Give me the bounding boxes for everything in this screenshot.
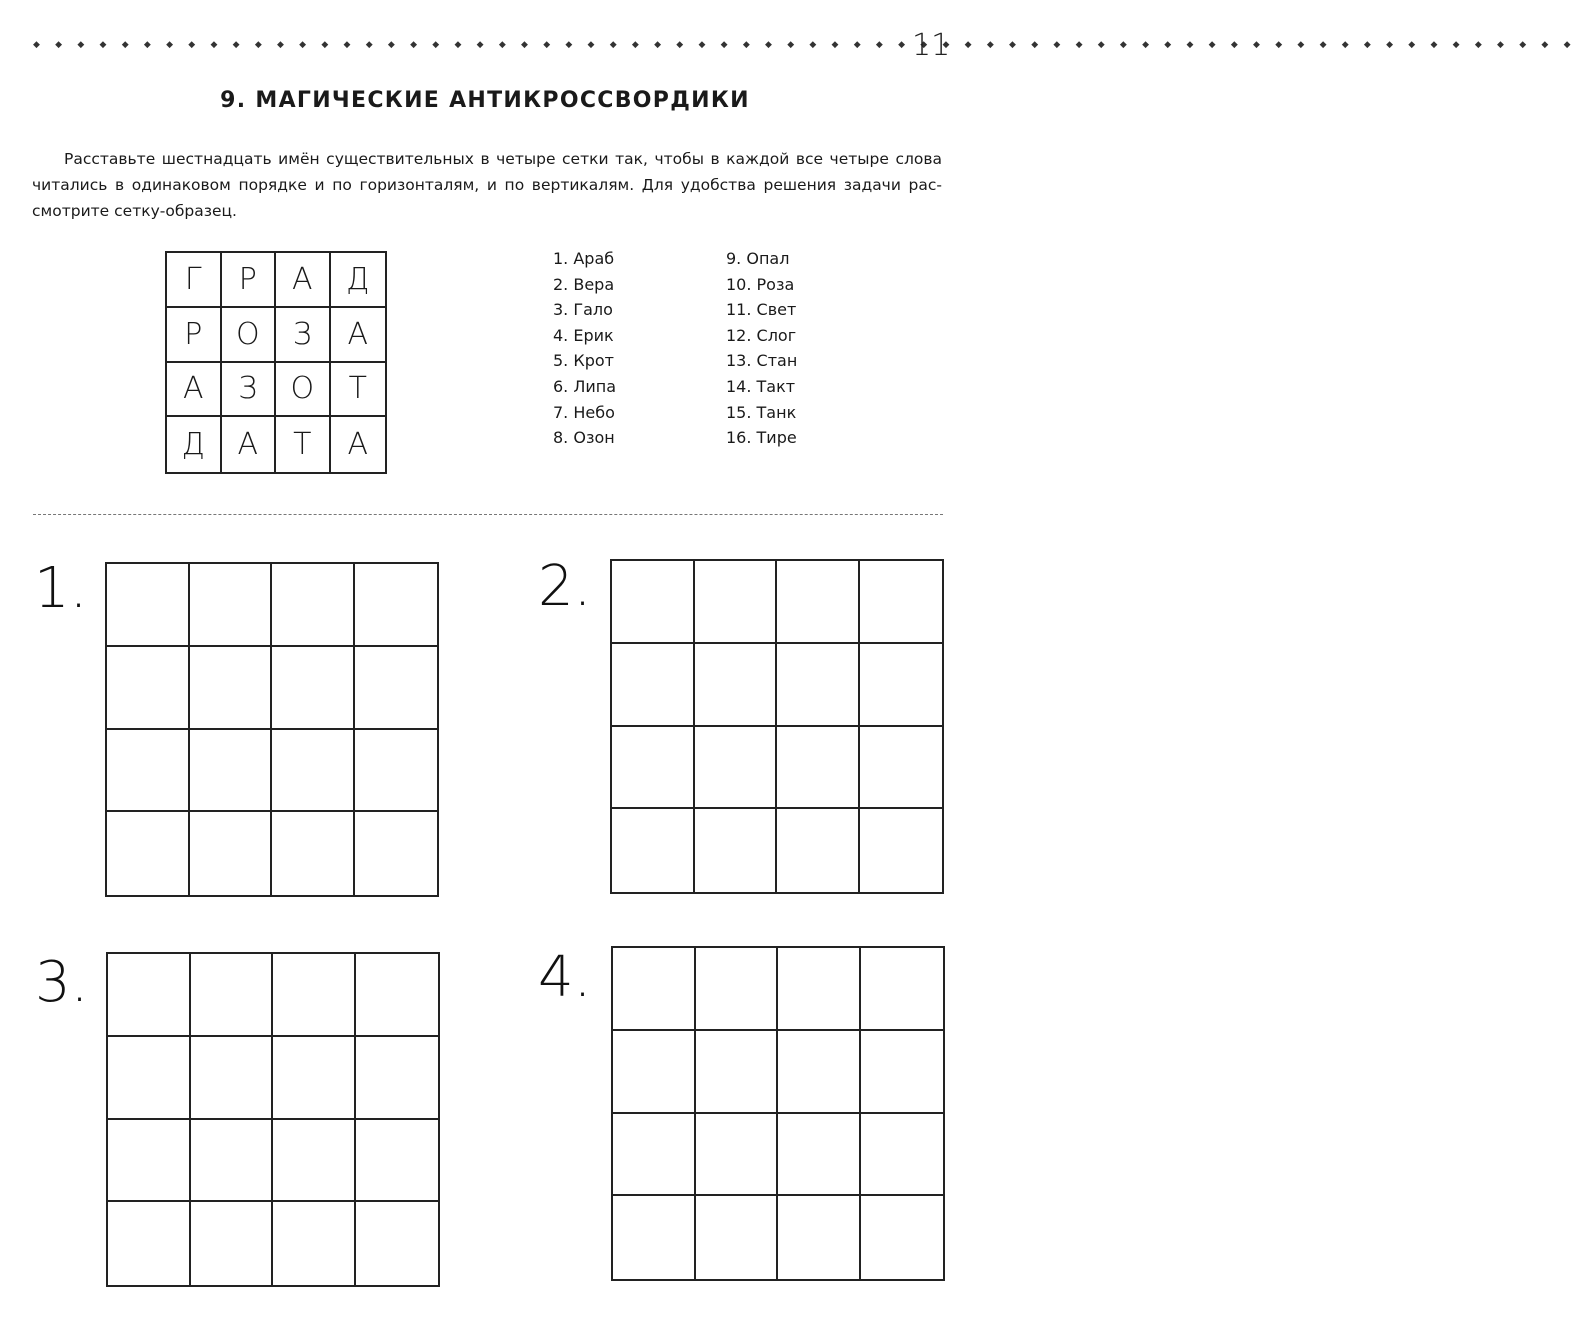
grid-cell[interactable]: [273, 1037, 356, 1120]
grid-cell[interactable]: [272, 730, 355, 813]
grid-cell[interactable]: [696, 1114, 779, 1197]
word-list-item: 14. Такт: [726, 376, 796, 396]
grid-cell[interactable]: [860, 644, 943, 727]
grid-cell[interactable]: [778, 1196, 861, 1279]
puzzle-label-2: 2.: [538, 554, 592, 619]
grid-cell[interactable]: [696, 1196, 779, 1279]
grid-cell[interactable]: [695, 561, 778, 644]
grid-cell[interactable]: [695, 644, 778, 727]
grid-cell[interactable]: [695, 809, 778, 892]
grid-cell[interactable]: [356, 1037, 439, 1120]
grid-cell[interactable]: [695, 727, 778, 810]
grid-cell[interactable]: [191, 1037, 274, 1120]
grid-cell[interactable]: [612, 561, 695, 644]
word-list-item: 3. Гало: [553, 300, 613, 320]
puzzle-label-4: 4.: [538, 945, 592, 1010]
grid-cell[interactable]: [861, 1196, 944, 1279]
grid-cell[interactable]: [778, 1114, 861, 1197]
puzzle-grid-3[interactable]: [106, 952, 440, 1287]
sample-cell: Р: [222, 253, 277, 308]
grid-cell[interactable]: [355, 812, 438, 895]
word-list-right: [726, 246, 797, 451]
sample-cell: А: [331, 308, 386, 363]
word-list-item: 15. Танк: [726, 402, 797, 422]
word-list-item: 8. Озон: [553, 428, 615, 448]
page-title: 9. МАГИЧЕСКИЕ АНТИКРОССВОРДИКИ: [220, 88, 750, 113]
puzzle-grid-1[interactable]: [105, 562, 439, 897]
word-list-item: 10. Роза: [726, 274, 795, 294]
grid-cell[interactable]: [860, 727, 943, 810]
word-list-item: 4. Ерик: [553, 325, 614, 345]
grid-cell[interactable]: [272, 647, 355, 730]
grid-cell[interactable]: [273, 954, 356, 1037]
grid-cell[interactable]: [612, 727, 695, 810]
sample-cell: А: [167, 363, 222, 418]
word-list-item: 2. Вера: [553, 274, 615, 294]
grid-cell[interactable]: [355, 564, 438, 647]
grid-cell[interactable]: [355, 647, 438, 730]
grid-cell[interactable]: [108, 1202, 191, 1285]
grid-cell[interactable]: [612, 809, 695, 892]
grid-cell[interactable]: [190, 812, 273, 895]
sample-cell: О: [222, 308, 277, 363]
grid-cell[interactable]: [190, 647, 273, 730]
word-list-item: 6. Липа: [553, 376, 617, 396]
grid-cell[interactable]: [356, 1202, 439, 1285]
sample-cell: Г: [167, 253, 222, 308]
grid-cell[interactable]: [861, 1031, 944, 1114]
sample-cell: А: [276, 253, 331, 308]
grid-cell[interactable]: [273, 1120, 356, 1203]
sample-cell: О: [276, 363, 331, 418]
grid-cell[interactable]: [696, 1031, 779, 1114]
grid-cell[interactable]: [191, 1202, 274, 1285]
grid-cell[interactable]: [861, 948, 944, 1031]
grid-cell[interactable]: [612, 644, 695, 727]
puzzle-label-3: 3.: [35, 950, 89, 1015]
sample-cell: Д: [331, 253, 386, 308]
grid-cell[interactable]: [356, 1120, 439, 1203]
grid-cell[interactable]: [861, 1114, 944, 1197]
grid-cell[interactable]: [860, 561, 943, 644]
word-list-item: 11. Свет: [726, 300, 797, 320]
puzzle-grid-2[interactable]: [610, 559, 944, 894]
sample-cell: Д: [167, 417, 222, 472]
sample-cell: З: [276, 308, 331, 363]
word-list-item: 12. Слог: [726, 325, 797, 345]
instructions-text: Расставьте шестнадцать имён существительных в четыре сетки так, чтобы в каждой все четыре слова читались в одинаковом порядке и по горизонталям, и по вертикалям. Для удобства решения задачи рассмотрите сетку-образец.: [32, 150, 942, 220]
puzzle-label-1: 1.: [34, 556, 88, 621]
grid-cell[interactable]: [778, 1031, 861, 1114]
grid-cell[interactable]: [272, 812, 355, 895]
word-list-item: 7. Небо: [553, 402, 615, 422]
grid-cell[interactable]: [777, 561, 860, 644]
grid-cell[interactable]: [613, 1196, 696, 1279]
puzzle-grid-4[interactable]: [611, 946, 945, 1281]
grid-cell[interactable]: [107, 564, 190, 647]
word-list-item: 5. Крот: [553, 351, 614, 371]
grid-cell[interactable]: [777, 727, 860, 810]
grid-cell[interactable]: [107, 812, 190, 895]
grid-cell[interactable]: [860, 809, 943, 892]
word-list-left: [553, 246, 616, 451]
sample-cell: З: [222, 363, 277, 418]
grid-cell[interactable]: [107, 730, 190, 813]
grid-cell[interactable]: [613, 1114, 696, 1197]
grid-cell[interactable]: [107, 647, 190, 730]
grid-cell[interactable]: [191, 954, 274, 1037]
grid-cell[interactable]: [613, 1031, 696, 1114]
sample-cell: Т: [276, 417, 331, 472]
sample-cell: Т: [331, 363, 386, 418]
word-list-item: 13. Стан: [726, 351, 798, 371]
section-divider: [33, 514, 943, 515]
sample-cell: Р: [167, 308, 222, 363]
grid-cell[interactable]: [273, 1202, 356, 1285]
sample-grid: [165, 251, 387, 474]
grid-cell[interactable]: [108, 954, 191, 1037]
decorative-dot-border: ◆ ◆ ◆ ◆ ◆ ◆ ◆ ◆ ◆ ◆ ◆ ◆ ◆ ◆ ◆ ◆ ◆ ◆ ◆ ◆ ◆ ◆ ◆ ◆ ◆ ◆ ◆ ◆ ◆ ◆ ◆ ◆ ◆ ◆ ◆ ◆ ◆ ◆ ◆ ◆ ◆ ◆ ◆ ◆ ◆ ◆ ◆ ◆ ◆ ◆ ◆ ◆ ◆ ◆ ◆ ◆ ◆ ◆ ◆ ◆ ◆ ◆ ◆ ◆ ◆ ◆ ◆ ◆ ◆ ◆: [33, 40, 1577, 50]
grid-cell[interactable]: [108, 1037, 191, 1120]
word-list-item: 9. Опал: [726, 249, 790, 268]
sample-cell: А: [347, 427, 369, 463]
grid-cell[interactable]: [190, 564, 273, 647]
word-list-item: 1. Араб: [553, 249, 615, 268]
grid-cell[interactable]: [108, 1120, 191, 1203]
grid-cell[interactable]: [777, 644, 860, 727]
sample-cell: А: [222, 417, 277, 472]
grid-cell[interactable]: [355, 730, 438, 813]
grid-cell[interactable]: [190, 730, 273, 813]
grid-cell[interactable]: [272, 564, 355, 647]
page-number: 11: [912, 28, 951, 63]
grid-cell[interactable]: [778, 948, 861, 1031]
word-list-item: 16. Тире: [726, 428, 797, 448]
grid-cell[interactable]: [356, 954, 439, 1037]
grid-cell[interactable]: [191, 1120, 274, 1203]
grid-cell[interactable]: [696, 948, 779, 1031]
grid-cell[interactable]: [777, 809, 860, 892]
grid-cell[interactable]: [613, 948, 696, 1031]
